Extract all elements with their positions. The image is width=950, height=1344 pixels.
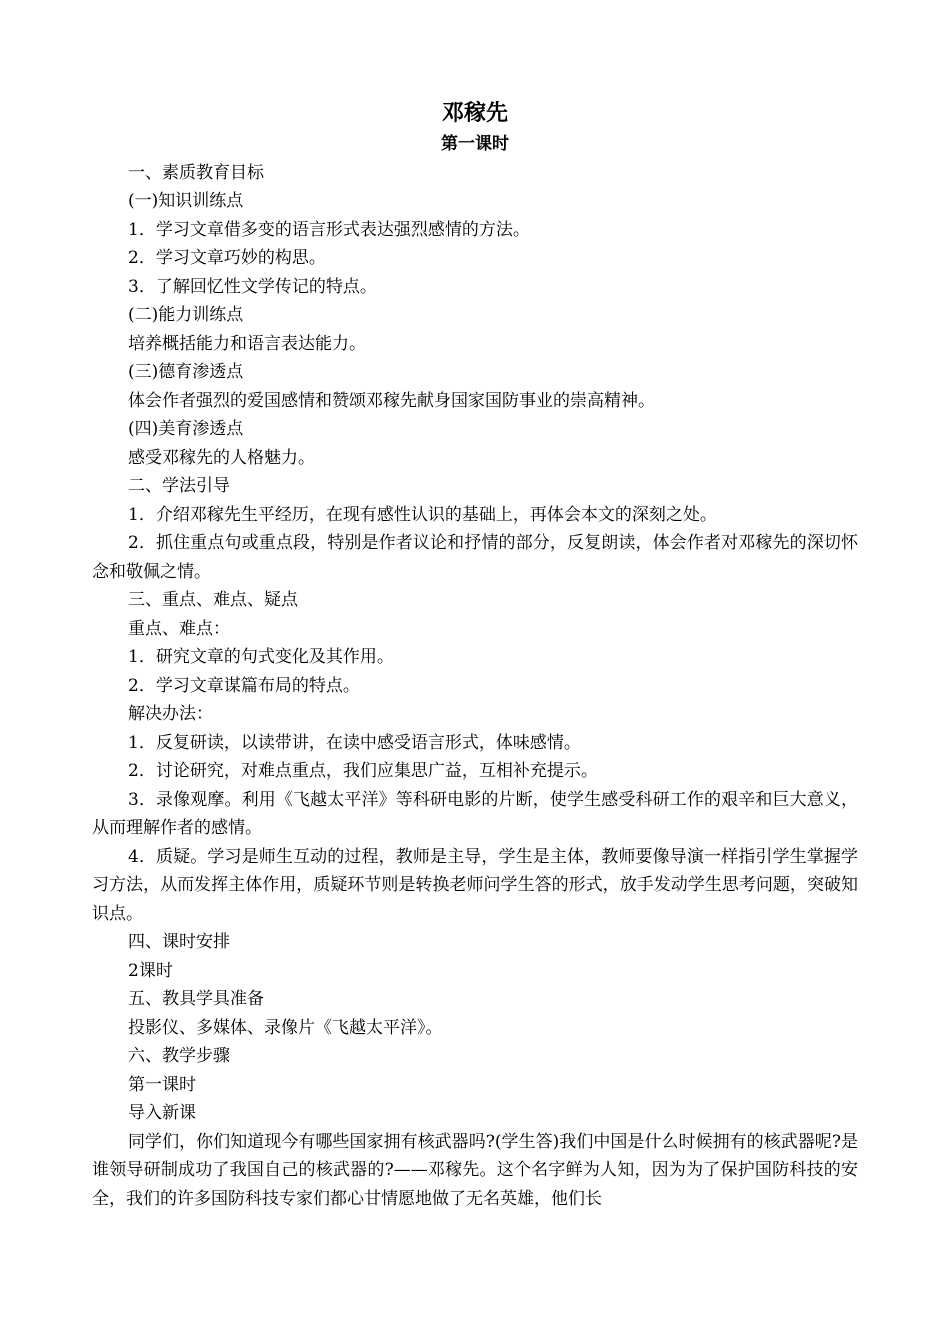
paragraph: 3．录像观摩。利用《飞越太平洋》等科研电影的片断，使学生感受科研工作的艰辛和巨大意义，从而理解作者的感情。 (92, 789, 858, 838)
paragraph: 一、素质教育目标 (128, 162, 264, 183)
paragraph: (三)德育渗透点 (128, 362, 244, 382)
section-subtitle: 第一课时 (441, 134, 509, 154)
paragraph: 2．抓住重点句或重点段，特别是作者议论和抒情的部分，反复朗读，体会作者对邓稼先的深切怀念和敬佩之情。 (92, 533, 858, 582)
paragraph: 1．介绍邓稼先生平经历，在现有感性认识的基础上，再体会本文的深刻之处。 (128, 504, 717, 525)
paragraph: 五、教具学具准备 (128, 989, 264, 1009)
document-body (92, 96, 858, 1213)
paragraph: 六、教学步骤 (128, 1046, 230, 1066)
paragraph: 2．学习文章巧妙的构思。 (128, 248, 326, 268)
paragraph: 2课时 (128, 960, 173, 981)
paragraph: (二)能力训练点 (128, 305, 244, 325)
paragraph: 4．质疑。学习是师生互动的过程，教师是主导，学生是主体，教师要像导演一样指引学生掌握学习方法，从而发挥主体作用，质疑环节则是转换老师问学生答的形式，放手发动学生思考问题，突破知识点。 (92, 846, 858, 924)
paragraph: 感受邓稼先的人格魅力。 (128, 447, 315, 468)
paragraph: 2．学习文章谋篇布局的特点。 (128, 675, 360, 696)
paragraph: 解决办法： (128, 704, 213, 724)
paragraph: (四)美育渗透点 (128, 419, 244, 439)
paragraph: 1．研究文章的句式变化及其作用。 (128, 647, 394, 667)
paragraph: 培养概括能力和语言表达能力。 (128, 333, 366, 354)
paragraph: 3．了解回忆性文学传记的特点。 (128, 276, 377, 297)
paragraph: 二、学法引导 (128, 476, 230, 496)
paragraph: 体会作者强烈的爱国感情和赞颂邓稼先献身国家国防事业的崇高精神。 (128, 390, 655, 411)
document-title: 邓稼先 (441, 100, 508, 126)
paragraph: 导入新课 (128, 1103, 196, 1123)
paragraph: 第一课时 (128, 1074, 196, 1095)
paragraph: 1．学习文章借多变的语言形式表达强烈感情的方法。 (128, 219, 530, 240)
paragraph: 2．讨论研究，对难点重点，我们应集思广益，互相补充提示。 (128, 761, 598, 781)
paragraph-list (92, 159, 858, 1214)
paragraph: 三、重点、难点、疑点 (128, 590, 298, 610)
paragraph: 重点、难点： (128, 618, 230, 639)
paragraph: 四、课时安排 (128, 932, 230, 952)
paragraph: (一)知识训练点 (128, 191, 244, 211)
paragraph: 投影仪、多媒体、录像片《飞越太平洋》。 (128, 1017, 443, 1038)
paragraph: 1．反复研读，以读带讲，在读中感受语言形式，体味感情。 (128, 732, 581, 753)
paragraph: 同学们，你们知道现今有哪些国家拥有核武器吗?(学生答)我们中国是什么时候拥有的核武器呢?是谁领导研制成功了我国自己的核武器的?——邓稼先。这个名字鲜为人知，因为为了保护国防科技的安全，我们的许多国防科技专家们都心甘情愿地做了无名英雄，他们长 (92, 1131, 858, 1209)
